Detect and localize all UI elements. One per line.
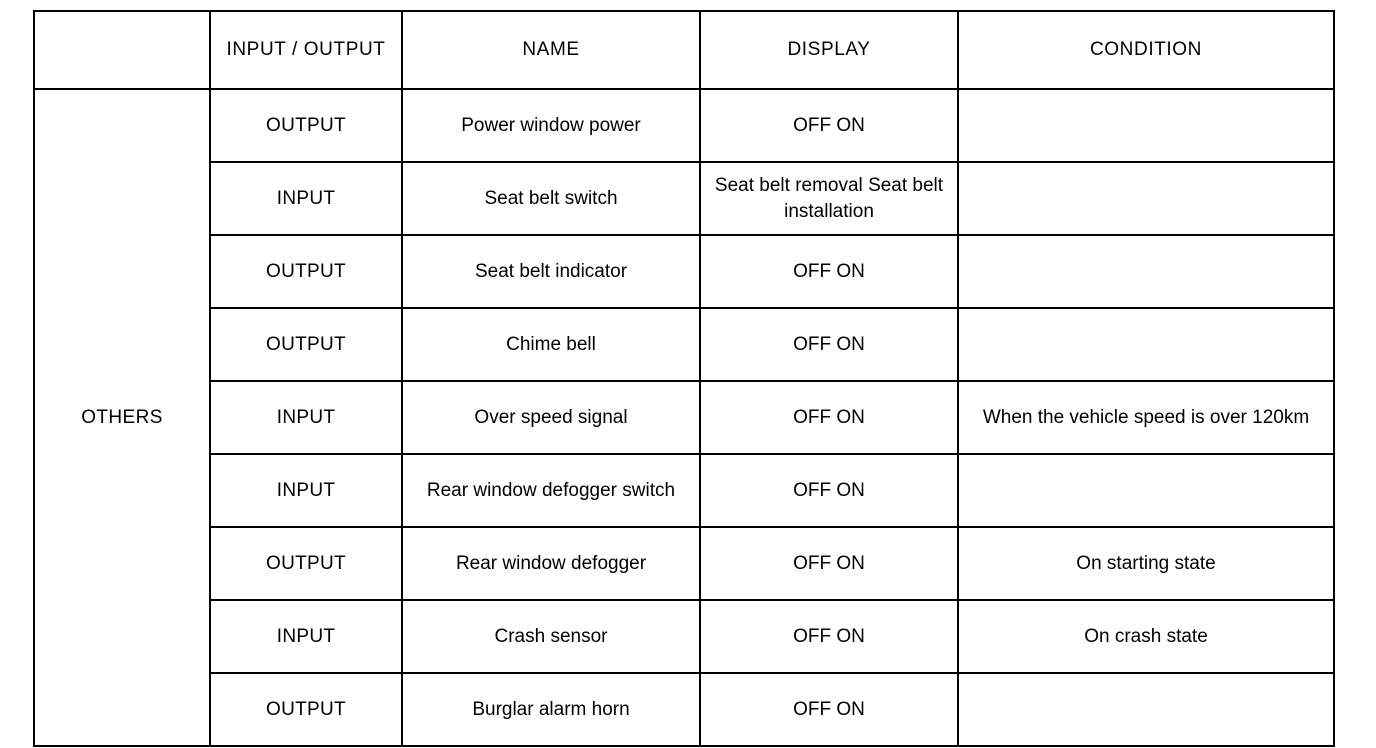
group-label-others: OTHERS bbox=[34, 89, 210, 746]
row-io: OUTPUT bbox=[210, 673, 402, 746]
row-display bbox=[700, 673, 958, 746]
row-display-line1: OFF bbox=[793, 698, 832, 720]
row-display-line2: ON bbox=[836, 479, 865, 501]
header-condition: CONDITION bbox=[958, 11, 1334, 89]
row-condition bbox=[958, 673, 1334, 746]
row-condition: On crash state bbox=[958, 600, 1334, 673]
table-row bbox=[34, 527, 1334, 600]
row-condition bbox=[958, 162, 1334, 235]
row-name: Seat belt indicator bbox=[402, 235, 700, 308]
table-row bbox=[34, 308, 1334, 381]
row-name-line1: Rear window defogger bbox=[426, 479, 618, 501]
table-row bbox=[34, 235, 1334, 308]
row-display bbox=[700, 527, 958, 600]
row-io: INPUT bbox=[210, 454, 402, 527]
row-name: Seat belt switch bbox=[402, 162, 700, 235]
row-display bbox=[700, 308, 958, 381]
row-display-line2: ON bbox=[836, 552, 865, 574]
row-display-line1: OFF bbox=[793, 333, 832, 355]
header-group bbox=[34, 11, 210, 89]
row-display bbox=[700, 235, 958, 308]
row-display-line1: OFF bbox=[793, 260, 832, 282]
row-display-line1: OFF bbox=[793, 625, 832, 647]
row-condition bbox=[958, 308, 1334, 381]
table-row bbox=[34, 89, 1334, 162]
row-display bbox=[700, 454, 958, 527]
row-condition-line1: When the vehicle speed is bbox=[982, 406, 1205, 428]
row-display-line2: ON bbox=[836, 114, 865, 136]
table-row bbox=[34, 381, 1334, 454]
row-display-line1: Seat belt removal bbox=[714, 174, 863, 196]
row-display-line1: OFF bbox=[793, 406, 832, 428]
row-display-line2: ON bbox=[836, 260, 865, 282]
table-body bbox=[34, 89, 1334, 746]
row-display-line2: Seat belt installation bbox=[784, 174, 944, 222]
row-display bbox=[700, 381, 958, 454]
row-condition bbox=[958, 235, 1334, 308]
row-io: OUTPUT bbox=[210, 527, 402, 600]
header-display: DISPLAY bbox=[700, 11, 958, 89]
table-header-row bbox=[34, 11, 1334, 89]
row-condition bbox=[958, 381, 1334, 454]
row-display-line2: ON bbox=[836, 625, 865, 647]
header-io-line2: OUTPUT bbox=[303, 39, 386, 61]
row-condition bbox=[958, 454, 1334, 527]
row-name: Chime bell bbox=[402, 308, 700, 381]
header-io-line1: INPUT / bbox=[226, 39, 298, 61]
row-name: Crash sensor bbox=[402, 600, 700, 673]
row-name bbox=[402, 454, 700, 527]
row-display-line1: OFF bbox=[793, 479, 832, 501]
row-display bbox=[700, 600, 958, 673]
table-row bbox=[34, 454, 1334, 527]
table-header bbox=[34, 11, 1334, 89]
row-condition: On starting state bbox=[958, 527, 1334, 600]
table-row bbox=[34, 162, 1334, 235]
row-io: INPUT bbox=[210, 381, 402, 454]
row-display-line2: ON bbox=[836, 333, 865, 355]
row-display bbox=[700, 89, 958, 162]
row-display-line1: OFF bbox=[793, 552, 832, 574]
row-io: OUTPUT bbox=[210, 235, 402, 308]
row-io: INPUT bbox=[210, 162, 402, 235]
row-io: OUTPUT bbox=[210, 308, 402, 381]
row-display bbox=[700, 162, 958, 235]
row-name: Over speed signal bbox=[402, 381, 700, 454]
row-name: Burglar alarm horn bbox=[402, 673, 700, 746]
row-display-line1: OFF bbox=[793, 114, 832, 136]
row-name-line2: switch bbox=[622, 479, 676, 501]
row-name: Rear window defogger bbox=[402, 527, 700, 600]
row-condition bbox=[958, 89, 1334, 162]
header-name: NAME bbox=[402, 11, 700, 89]
row-name: Power window power bbox=[402, 89, 700, 162]
row-display-line2: ON bbox=[836, 698, 865, 720]
header-input-output bbox=[210, 11, 402, 89]
diagnostic-items-table bbox=[33, 10, 1335, 747]
row-io: OUTPUT bbox=[210, 89, 402, 162]
row-condition-line2: over 120km bbox=[1209, 406, 1310, 428]
table-row bbox=[34, 673, 1334, 746]
table-row bbox=[34, 600, 1334, 673]
row-io: INPUT bbox=[210, 600, 402, 673]
row-display-line2: ON bbox=[836, 406, 865, 428]
